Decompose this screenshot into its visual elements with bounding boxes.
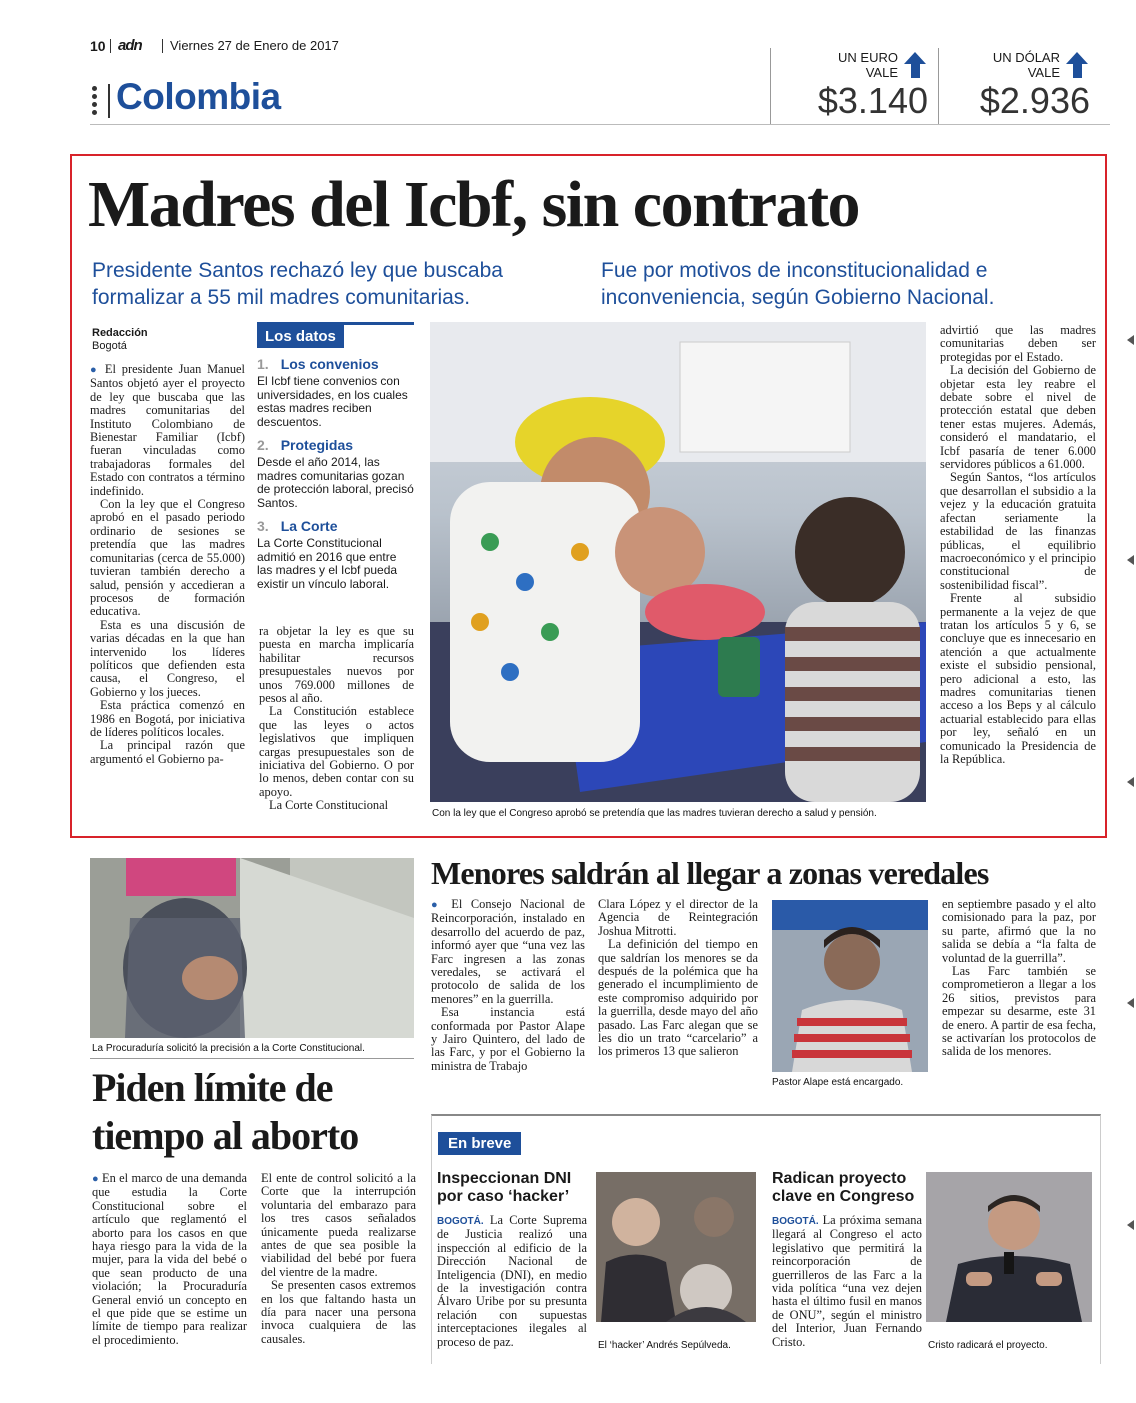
paragraph: El presidente Juan Manuel Santos objetó ayer el proyecto de ley que buscaba que las madres comunitarias del Instituto Colombiano de Bienestar Familiar (Icbf) fueran vinculadas como trabajadoras formales del Estado con contratos a término indefinido. xyxy=(90,362,245,498)
margin-mark-icon xyxy=(1127,555,1134,565)
paragraph: La Constitución establece que las leyes o actos legislativos que impliquen cargas presupuestales son de iniciativa del Gobierno. O por lo menos, deben contar con su apoyo. xyxy=(259,704,414,799)
breve-1-text xyxy=(437,1214,587,1349)
menores-photo xyxy=(772,900,928,1072)
menores-col-3 xyxy=(942,898,1096,1059)
paragraph: Esta práctica comenzó en 1986 en Bogotá, por iniciativa de líderes políticos locales. xyxy=(90,698,245,739)
arrow-up-icon xyxy=(904,52,926,78)
main-photo xyxy=(430,322,926,802)
paragraph: El Consejo Nacional de Reincorporación, instalado en desarrollo del acuerdo de paz, informó ayer que “una vez las Farc ingresen a las zonas veredales, se activará el protocolo de salida de los menores” en la guerrilla. xyxy=(431,897,585,1006)
paragraph: El ente de control solicitó a la Corte que la interrupción voluntaria del embarazo para los tres casos señalados únicamente pueda realizarse antes de que sea posible la viabilidad del bebé por fuera del vientre de la madre. xyxy=(261,1171,416,1279)
section-dots xyxy=(92,86,97,115)
en-breve-title: En breve xyxy=(438,1132,521,1155)
datos-number: 2. xyxy=(257,437,269,453)
dolar-rate xyxy=(942,48,1092,124)
main-headline: Madres del Icbf, sin contrato xyxy=(88,168,860,241)
paragraph: La decisión del Gobierno de objetar esta ley reabre el debate sobre el nivel de protección estatal que deben tener estas mujeres. Además, consideró el mandatario, el Icbf pasaría de tener 6.000 servidores públicos a 61.000. xyxy=(940,363,1096,472)
paragraph: La definición del tiempo en que saldrían los menores se da después de la polémica que ha generado el incumplimiento de este compromiso adquirido por la guerrilla, desde mayo del año pasado. Las Farc alegan que se les dio un trato “carcelario” a los primeros 13 que salieron xyxy=(598,937,758,1059)
paragraph: Frente al subsidio permanente a la vejez de que tratan los artículos 5 y 6, se concluye que es innecesario en atención a que actualmente existe el subsidio pensional, pero adicional a esto, las madres comunitarias tienen acceso a los Beps y al cálculo actuarial establecido para ellas por ley, señaló en un comunicado la Presidencia de la República. xyxy=(940,591,1096,766)
section-title: Colombia xyxy=(116,76,281,117)
datos-item-title: Los convenios xyxy=(280,356,379,372)
menores-col-2 xyxy=(598,898,758,1059)
datos-title: Los datos xyxy=(257,325,344,348)
datos-item xyxy=(257,437,414,510)
arrow-up-icon xyxy=(1066,52,1088,78)
paragraph: Según Santos, “los artículos que desarrollan el subsidio a la vejez y la educación gratuita afectan seriamente la estabilidad de las finanzas públicas, el equilibrio macroeconómico y el principio constitucional de sostenibilidad fiscal”. xyxy=(940,470,1096,592)
paragraph: Esta es una discusión de varias décadas en la que han intervenido los líderes políticos que defienden esta causa, el Congreso, el Gobierno y los jueces. xyxy=(90,617,245,699)
breve-2-text xyxy=(772,1214,922,1349)
menores-photo-caption: Pastor Alape está encargado. xyxy=(772,1077,904,1088)
breve-2-headline: Radican proyecto clave en Congreso xyxy=(772,1170,915,1205)
dolar-value: $2.936 xyxy=(979,80,1090,121)
aborto-headline: Piden límite de tiempo al aborto xyxy=(92,1065,359,1158)
datos-item-text: Desde el año 2014, las madres comunitarias gozan de protección laboral, precisó Santos. xyxy=(257,455,414,510)
bullet-icon: ● xyxy=(92,1173,103,1185)
euro-rate xyxy=(780,48,930,124)
aborto-photo xyxy=(90,858,414,1038)
photo-illustration xyxy=(926,1172,1092,1322)
byline: Redacción xyxy=(92,327,148,339)
datos-number: 3. xyxy=(257,518,269,534)
breve-2-photo xyxy=(926,1172,1092,1322)
paragraph: en septiembre pasado y el alto comisionado para la paz, por su parte, afirmó que la no salida se debía a “la falta de voluntad de la guerrilla”. xyxy=(942,897,1096,965)
paragraph: La principal razón que argumentó el Gobierno pa- xyxy=(90,738,245,766)
page-number: 10 xyxy=(90,38,106,54)
aborto-col-1 xyxy=(92,1172,247,1347)
margin-mark-icon xyxy=(1127,777,1134,787)
datos-item xyxy=(257,356,414,429)
aborto-photo-caption: La Procuraduría solicitó la precisión a la Corte Constitucional. xyxy=(92,1043,365,1054)
breve-1-photo xyxy=(596,1172,756,1322)
euro-value: $3.140 xyxy=(817,80,928,121)
issue-date: Viernes 27 de Enero de 2017 xyxy=(170,38,339,53)
datos-item-title: Protegidas xyxy=(280,437,354,453)
bullet-icon: ● xyxy=(90,364,105,376)
aborto-col-2 xyxy=(261,1172,416,1346)
paragraph: Clara López y el director de la Agencia de Reintegración Joshua Mitrotti. xyxy=(598,897,758,938)
euro-label: UN EURO VALE xyxy=(838,50,898,80)
datos-item-text: El Icbf tiene convenios con universidades, en los cuales estas madres reciben descuentos. xyxy=(257,374,408,429)
paragraph: En el marco de una demanda que estudia la Corte Constitucional sobre el artículo que reglamentó el aborto para los casos en que haya riesgo para la vida de la mujer, para la vida del bebé o que sean producto de una violación; la Procuraduría General envió un concepto en el que pide que se estime un límite de tiempo para realizar el procedimiento. xyxy=(92,1171,247,1347)
paragraph: La Corte Suprema de Justicia realizó una inspección al edificio de la Dirección Nacional de Inteligencia (DNI), en medio de la investigación contra Álvaro Uribe por su presunta relación con supuestas interceptaciones ilegales al proceso de paz. xyxy=(437,1213,587,1349)
margin-mark-icon xyxy=(1127,335,1134,345)
page-header xyxy=(90,36,1110,128)
breve-1-headline: Inspeccionan DNI por caso ‘hacker’ xyxy=(437,1170,572,1205)
menores-headline: Menores saldrán al llegar a zonas veredales xyxy=(431,855,989,891)
paragraph: Con la ley que el Congreso aprobó en el pasado periodo ordinario de sesiones se pretendía que las madres comunitarias (cerca de 55.000) tuvieran también derecho a salud, pensión y accedieran a procesos de formación educativa. xyxy=(90,497,245,619)
menores-col-1 xyxy=(431,898,585,1073)
main-col-3 xyxy=(940,324,1096,766)
datos-item-text: La Corte Constitucional admitió en 2016 que entre las madres y el Icbf pueda existir un vínculo laboral. xyxy=(257,536,398,591)
dolar-label: UN DÓLAR VALE xyxy=(992,50,1060,80)
paragraph: advirtió que las madres comunitarias deben ser protegidas por el Estado. xyxy=(940,323,1096,364)
margin-mark-icon xyxy=(1127,998,1134,1008)
photo-illustration xyxy=(430,322,926,802)
paragraph: Las Farc también se comprometieron a llegar a los 26 sitios, previstos para empezar su desarme, este 31 de enero. A partir de esa fecha, se activarían los protocolos de salida de los menores. xyxy=(942,964,1096,1059)
main-col-2 xyxy=(259,625,414,813)
paragraph: Se presenten casos extremos en los que faltando hasta un día para nacer una persona invoca cualquiera de las causales. xyxy=(261,1278,416,1346)
paragraph: ra objetar la ley es que su puesta en marcha implicaría habilitar recursos presupuestales nuevos por unos 769.000 millones de pesos al año. xyxy=(259,624,414,706)
deck-left: Presidente Santos rechazó ley que buscaba formalizar a 55 mil madres comunitarias. xyxy=(92,259,503,309)
byline-location: Bogotá xyxy=(92,340,127,352)
photo-illustration xyxy=(596,1172,756,1322)
breve-1-location: BOGOTÁ. xyxy=(437,1216,484,1227)
paragraph: La Corte Constitucional xyxy=(269,798,389,813)
datos-item-title: La Corte xyxy=(280,518,338,534)
photo-illustration xyxy=(772,900,928,1072)
brand-logo: adn xyxy=(118,37,142,54)
paragraph: Esa instancia está conformada por Pastor Alape y Jairo Quintero, del lado de las Farc, y por el Gobierno la ministra de Trabajo xyxy=(431,1005,585,1073)
main-photo-caption: Con la ley que el Congreso aprobó se pretendía que las madres tuvieran derecho a salud y pensión. xyxy=(432,808,877,819)
bullet-icon: ● xyxy=(431,899,452,911)
breve-1-photo-caption: El ‘hacker’ Andrés Sepúlveda. xyxy=(598,1340,731,1351)
datos-item xyxy=(257,518,414,591)
main-col-1 xyxy=(90,363,245,766)
paragraph: La próxima semana llegará al Congreso el acto legislativo que permitirá la reincorporación de guerrilleros de las Farc a la vida política “una vez dejen hasta el último fusil en manos de ONU”, según el ministro del Interior, Juan Fernando Cristo. xyxy=(772,1213,922,1349)
datos-box xyxy=(257,322,414,610)
margin-mark-icon xyxy=(1127,1220,1134,1230)
breve-2-photo-caption: Cristo radicará el proyecto. xyxy=(928,1340,1048,1351)
photo-illustration xyxy=(90,858,414,1038)
deck-right: Fue por motivos de inconstitucionalidad e inconveniencia, según Gobierno Nacional. xyxy=(601,259,995,309)
breve-2-location: BOGOTÁ. xyxy=(772,1216,819,1227)
datos-number: 1. xyxy=(257,356,269,372)
